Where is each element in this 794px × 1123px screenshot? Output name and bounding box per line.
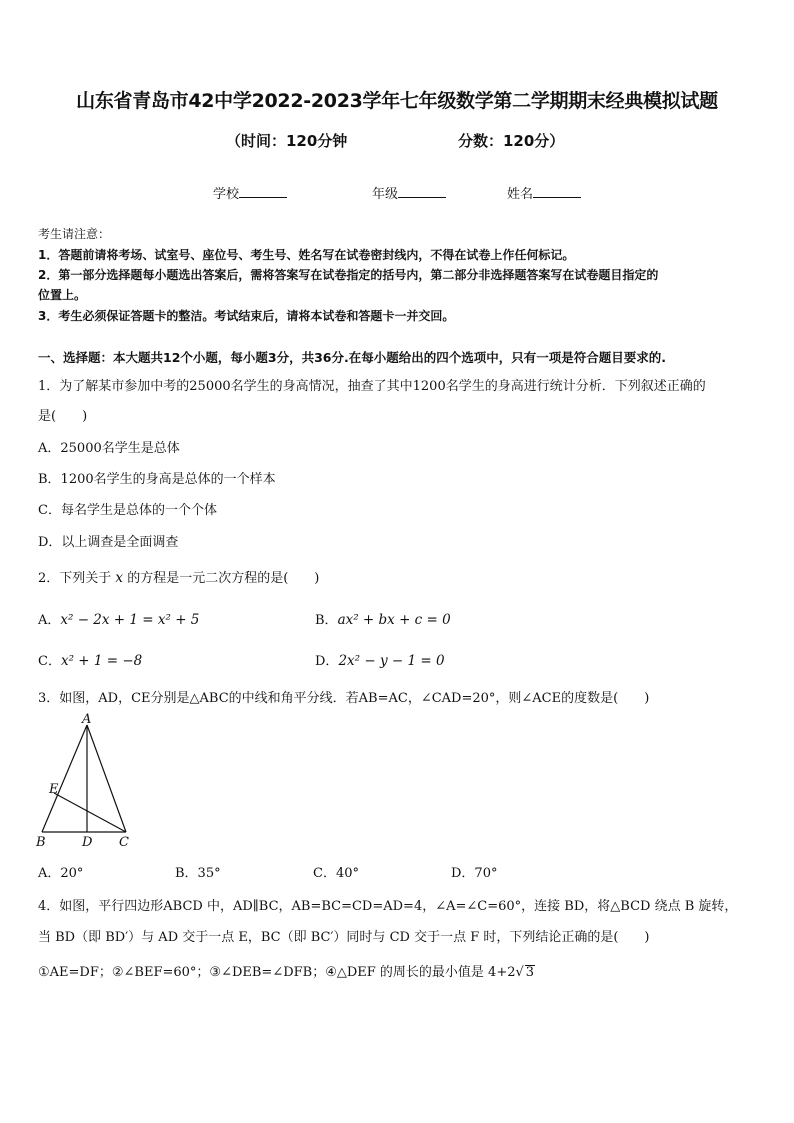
name-blank (533, 185, 581, 198)
exam-score: 分数：120分） (458, 132, 565, 150)
q2-option-b: B．ax² + bx + c = 0 (315, 612, 451, 628)
segment-ce (54, 793, 126, 832)
segment-ac (87, 725, 126, 832)
name-label: 姓名 (507, 187, 534, 202)
grade-label: 年级 (372, 187, 399, 202)
exam-title: 山东省青岛市42中学2022-2023学年七年级数学第二学期期末经典模拟试题 (76, 90, 718, 112)
label-e: E (49, 782, 59, 797)
label-c: C (119, 835, 129, 850)
q3-option-d: D．70° (451, 866, 498, 881)
notice-item: 位置上。 (38, 288, 87, 302)
label-d: D (82, 835, 93, 850)
school-field (213, 183, 287, 202)
q3-option-a: A．20° (38, 866, 84, 881)
label-b: B (36, 835, 46, 850)
exam-time: （时间：120分钟 (226, 132, 348, 150)
notice-item: 1．答题前请将考场、试室号、座位号、考生号、姓名写在试卷密封线内，不得在试卷上作任何标记。 (38, 248, 575, 262)
q1-option-d: D．以上调查是全面调查 (38, 535, 179, 550)
grade-blank (398, 185, 446, 198)
notice-heading: 考生请注意： (38, 227, 111, 241)
q3-triangle-figure (30, 710, 140, 855)
school-blank (239, 185, 287, 198)
q2-option-c: C．x² + 1 = −8 (38, 653, 143, 669)
q4-stem: 4．如图，平行四边形ABCD 中，AD∥BC，AB=BC=CD=AD=4，∠A=∠C=60°，连接 BD，将△BCD 绕点 B 旋转， (38, 899, 738, 914)
school-label: 学校 (213, 187, 240, 202)
name-field (507, 183, 581, 202)
q2-option-a: A．x² − 2x + 1 = x² + 5 (38, 612, 200, 628)
q1-option-a: A．25000名学生是总体 (38, 441, 180, 456)
q3-option-c: C．40° (313, 866, 359, 881)
q2-option-d: D．2x² − y − 1 = 0 (315, 653, 445, 669)
notice-item: 2．第一部分选择题每小题选出答案后，需将答案写在试卷指定的括号内，第二部分非选择题答案写在试卷题目指定的 (38, 268, 659, 282)
segment-ab (42, 725, 87, 832)
q4-stem-cont: 当 BD（即 BD′）与 AD 交于一点 E，BC（即 BC′）同时与 CD 交于一点 F 时，下列结论正确的是( ) (38, 930, 650, 945)
sqrt-symbol: √ (515, 965, 524, 980)
grade-field (372, 183, 446, 202)
label-a: A (82, 712, 92, 727)
notice-item: 3．考生必须保证答题卡的整洁。考试结束后，请将本试卷和答题卡一并交回。 (38, 309, 455, 323)
q4-statements: ①AE=DF；②∠BEF=60°；③∠DEB=∠DFB；④△DEF 的周长的最小值是 4+2√ 3 (38, 965, 535, 980)
q2-stem: 2．下列关于 x 的方程是一元二次方程的是( ) (38, 570, 320, 586)
q1-stem-cont: 是( ) (38, 409, 88, 424)
q3-stem: 3．如图，AD，CE分别是△ABC的中线和角平分线．若AB=AC，∠CAD=20°，则∠ACE的度数是( ) (38, 691, 650, 706)
q1-stem: 1．为了解某市参加中考的25000名学生的身高情况，抽查了其中1200名学生的身高进行统计分析．下列叙述正确的 (38, 379, 706, 394)
section-heading: 一、选择题：本大题共12个小题，每小题3分，共36分.在每小题给出的四个选项中，只有一项是符合题目要求的. (38, 350, 666, 365)
q1-option-c: C．每名学生是总体的一个个体 (38, 503, 217, 518)
var-x: x (115, 570, 124, 586)
q1-option-b: B．1200名学生的身高是总体的一个样本 (38, 472, 276, 487)
q3-option-b: B．35° (175, 866, 221, 881)
